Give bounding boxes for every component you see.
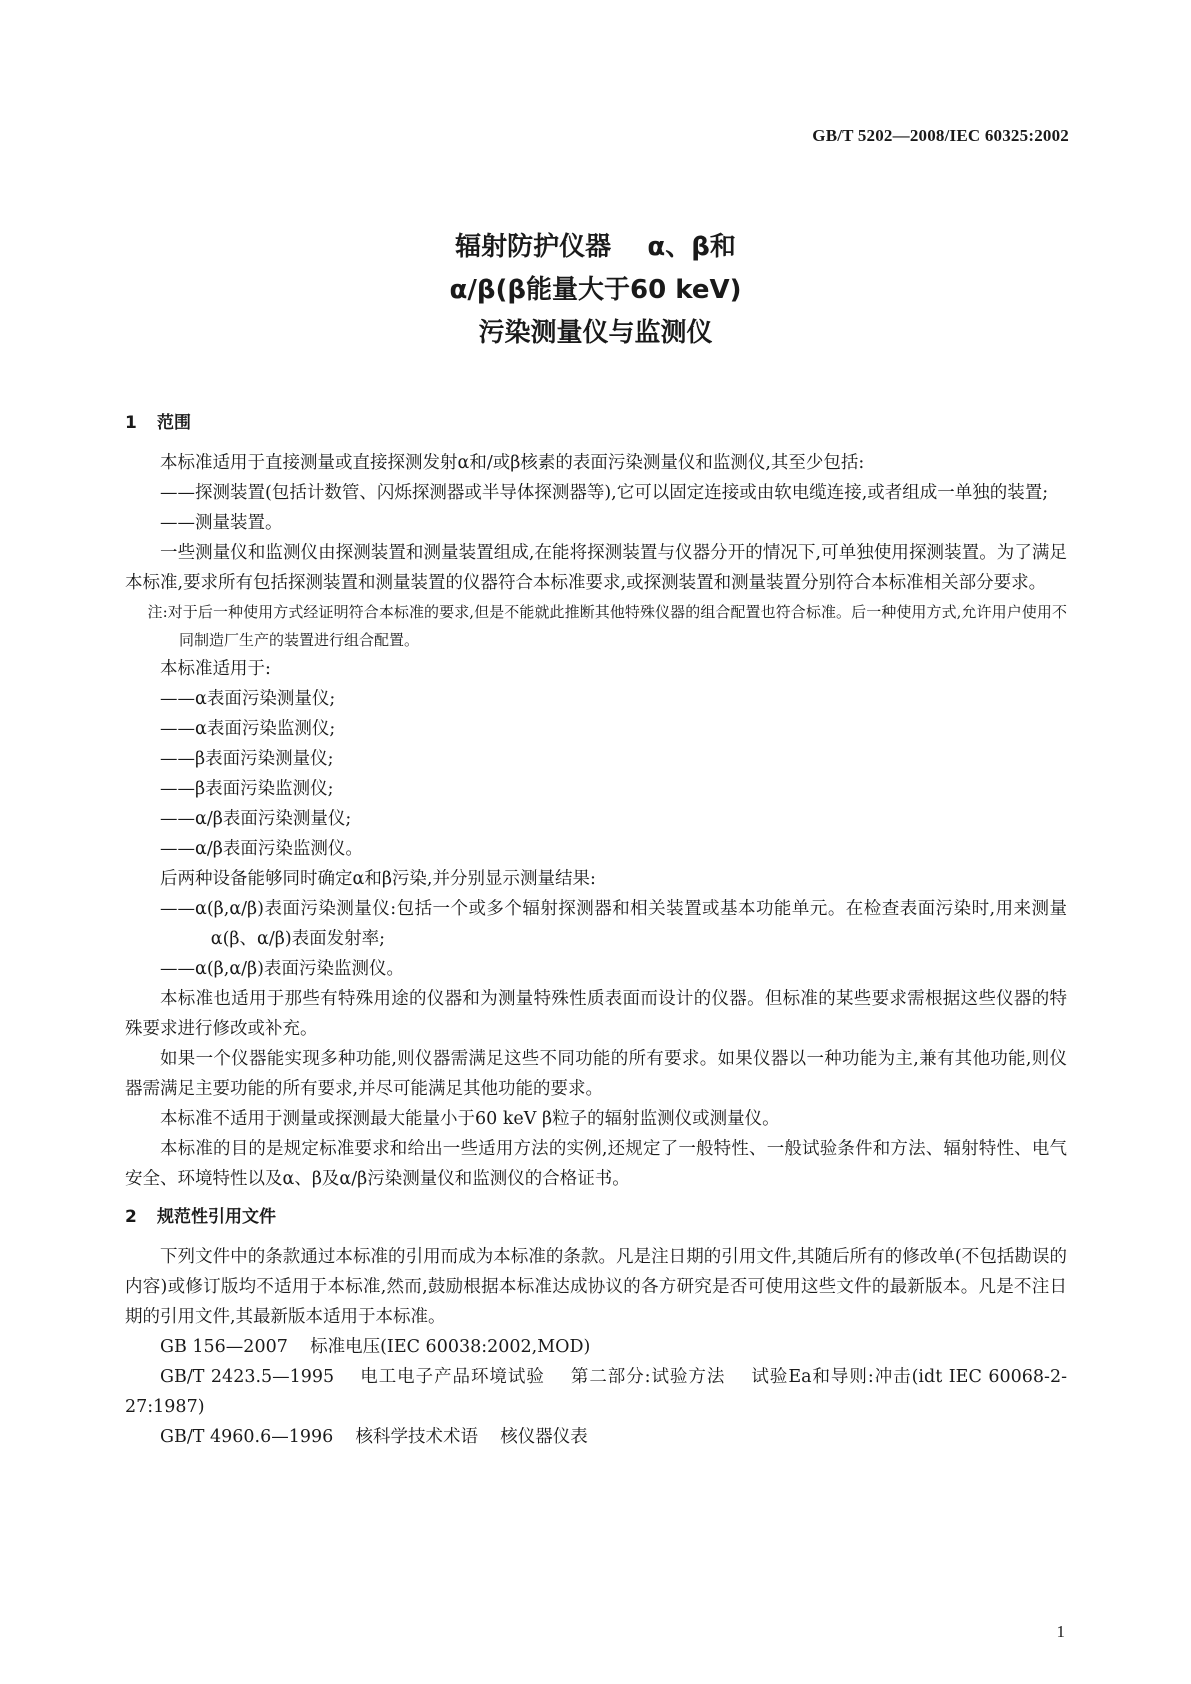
list-item: ——α/β表面污染测量仪; xyxy=(160,809,352,829)
paragraph: 本标准适用于: xyxy=(160,659,271,679)
title-line-1: 辐射防护仪器 α、β和 xyxy=(455,232,736,262)
paragraph: 后两种设备能够同时确定α和β污染,并分别显示测量结果: xyxy=(160,869,596,889)
section-1-heading xyxy=(125,408,1067,438)
list-item: ——α表面污染测量仪; xyxy=(160,689,336,709)
list-item: ——β表面污染监测仪; xyxy=(160,779,334,799)
section-2-heading xyxy=(125,1202,1067,1232)
list-item: ——探测装置(包括计数管、闪烁探测器或半导体探测器等),它可以固定连接或由软电缆连接,或者组成一单独的装置; xyxy=(160,483,1049,503)
title-line-3: 污染测量仪与监测仪 xyxy=(478,318,713,348)
list-item: ——测量装置。 xyxy=(160,513,283,533)
list-item: ——α/β表面污染监测仪。 xyxy=(160,839,363,859)
document-body xyxy=(125,408,1067,1452)
reference-item: GB/T 2423.5—1995 电工电子产品环境试验 第二部分:试验方法 试验Ea和导则:冲击(idt IEC 60068-2-27:1987) xyxy=(125,1367,1067,1417)
paragraph: 本标准不适用于测量或探测最大能量小于60 keV β粒子的辐射监测仪或测量仪。 xyxy=(160,1109,780,1129)
paragraph: 如果一个仪器能实现多种功能,则仪器需满足这些不同功能的所有要求。如果仪器以一种功能为主,兼有其他功能,则仪器需满足主要功能的所有要求,并尽可能满足其他功能的要求。 xyxy=(125,1049,1067,1099)
paragraph: 下列文件中的条款通过本标准的引用而成为本标准的条款。凡是注日期的引用文件,其随后所有的修改单(不包括勘误的内容)或修订版均不适用于本标准,然而,鼓励根据本标准达成协议的各方研究是否可使用这些文件的最新版本。凡是不注日期的引用文件,其最新版本适用于本标准。 xyxy=(125,1247,1067,1327)
paragraph: 一些测量仪和监测仪由探测装置和测量装置组成,在能将探测装置与仪器分开的情况下,可单独使用探测装置。为了满足本标准,要求所有包括探测装置和测量装置的仪器符合本标准要求,或探测装置和测量装置分别符合本标准相关部分要求。 xyxy=(125,543,1067,593)
section-number: 1 xyxy=(125,413,137,433)
list-item: ——α(β,α/β)表面污染监测仪。 xyxy=(160,959,404,979)
section-title: 范围 xyxy=(157,413,191,433)
reference-item: GB 156—2007 标准电压(IEC 60038:2002,MOD) xyxy=(160,1337,591,1357)
list-item: ——α表面污染监测仪; xyxy=(160,719,336,739)
section-title: 规范性引用文件 xyxy=(157,1207,276,1227)
paragraph: 本标准适用于直接测量或直接探测发射α和/或β核素的表面污染测量仪和监测仪,其至少包括: xyxy=(160,453,865,473)
paragraph: 本标准的目的是规定标准要求和给出一些适用方法的实例,还规定了一般特性、一般试验条件和方法、辐射特性、电气安全、环境特性以及α、β及α/β污染测量仪和监测仪的合格证书。 xyxy=(125,1139,1067,1189)
list-item: ——α(β,α/β)表面污染测量仪:包括一个或多个辐射探测器和相关装置或基本功能单元。在检查表面污染时,用来测量α(β、α/β)表面发射率; xyxy=(160,899,1067,949)
page-number: 1 xyxy=(1056,1622,1065,1641)
paragraph: 本标准也适用于那些有特殊用途的仪器和为测量特殊性质表面而设计的仪器。但标准的某些要求需根据这些仪器的特殊要求进行修改或补充。 xyxy=(125,989,1067,1039)
note: 注:对于后一种使用方式经证明符合本标准的要求,但是不能就此推断其他特殊仪器的组合配置也符合标准。后一种使用方式,允许用户使用不同制造厂生产的装置进行组合配置。 xyxy=(147,603,1067,649)
standard-code: GB/T 5202—2008/IEC 60325:2002 xyxy=(812,126,1069,145)
title-line-2: α/β(β能量大于60 keV) xyxy=(449,275,742,305)
section-number: 2 xyxy=(125,1207,137,1227)
list-item: ——β表面污染测量仪; xyxy=(160,749,334,769)
document-title xyxy=(0,226,1191,355)
reference-item: GB/T 4960.6—1996 核科学技术术语 核仪器仪表 xyxy=(160,1427,588,1447)
